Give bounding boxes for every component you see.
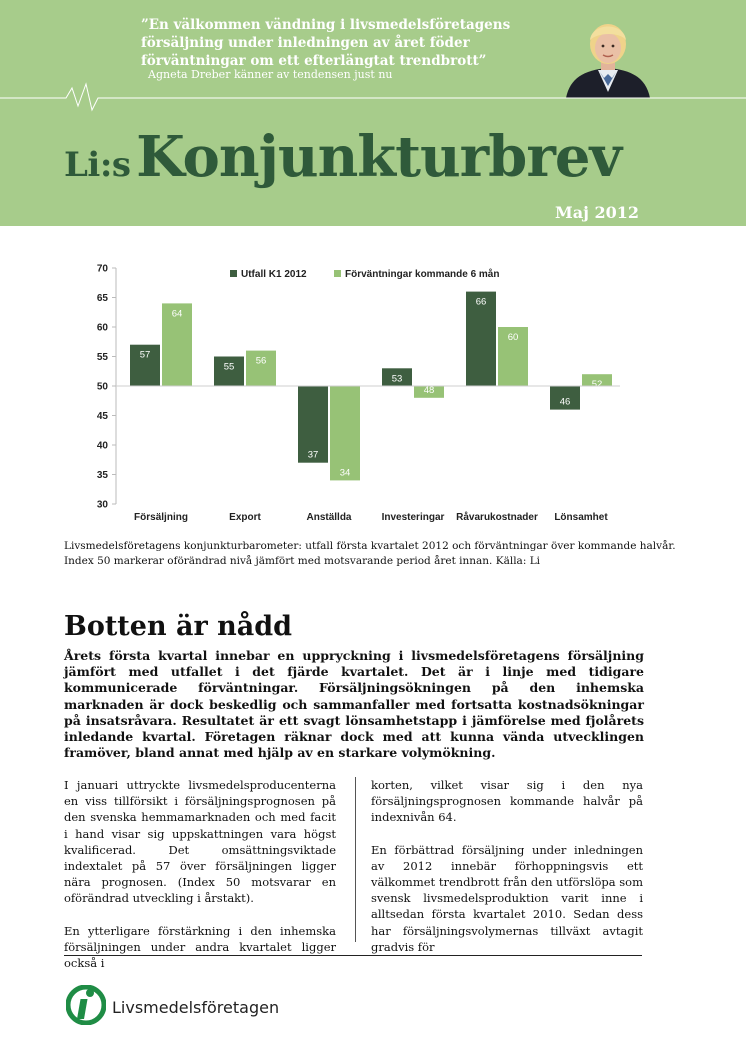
- article-column-right: [371, 777, 643, 971]
- caption-line: Index 50 markerar oförändrad nivå jämfört med motsvarande period året innan. Källa: Li: [64, 555, 541, 567]
- paragraph: korten, vilket visar sig i den nya försäljningsprognosen kommande halvår på indexnivån 64.: [371, 778, 643, 825]
- legend-swatch: [230, 270, 237, 277]
- y-tick-label: 65: [96, 293, 108, 304]
- header-band: [0, 0, 746, 226]
- brand-prefix: Li:s: [64, 145, 131, 185]
- category-label: Råvarukostnader: [456, 512, 538, 523]
- pulse-line-icon: [0, 82, 746, 112]
- quote-line: ”En välkommen vändning i livsmedelsföretagens: [141, 17, 511, 33]
- data-label: 66: [475, 296, 487, 308]
- data-label: 46: [559, 396, 571, 408]
- category-label: Lönsamhet: [554, 512, 608, 523]
- y-tick-label: 45: [96, 411, 108, 422]
- data-label: 52: [591, 379, 603, 391]
- y-tick-label: 60: [96, 322, 108, 334]
- y-tick-label: 50: [96, 381, 108, 393]
- category-label: Anställda: [306, 512, 352, 523]
- y-tick-label: 30: [96, 499, 108, 511]
- y-tick-label: 40: [96, 440, 108, 452]
- legend-entry: Förväntningar kommande 6 mån: [345, 269, 500, 280]
- li-logo-icon: [66, 985, 106, 1025]
- data-label: 60: [507, 332, 519, 343]
- article-headline: Botten är nådd: [64, 611, 292, 642]
- data-label: 55: [223, 361, 235, 373]
- data-label: 37: [307, 449, 319, 461]
- bar-chart: [80, 256, 640, 528]
- column-divider: [355, 777, 356, 942]
- category-label: Försäljning: [134, 512, 188, 523]
- legend-swatch: [334, 270, 341, 277]
- y-tick-label: 35: [96, 470, 108, 481]
- pull-quote: [141, 16, 561, 70]
- footer-logo-text: Livsmedelsföretagen: [112, 998, 280, 1017]
- bar-forecast: [330, 386, 360, 480]
- paragraph: I januari uttryckte livsmedelsproducenterna en viss tillförsikt i försäljningsprognosen på den svenska hemmamarknaden och med facit i hand visar sig uppskattningen vara högst kvalificerad. Det omsättningsviktade indextalet på 57 över försäljningen ligger nära prognosen. (Index 50 motsvarar en oförändrad utveckling i årstakt).: [64, 778, 336, 906]
- category-label: Export: [229, 512, 261, 523]
- category-label: Investeringar: [381, 512, 445, 523]
- newsletter-title: [64, 124, 621, 190]
- data-label: 34: [339, 467, 351, 479]
- data-label: 57: [139, 349, 151, 361]
- data-label: 64: [171, 308, 183, 320]
- brand-main: Konjunkturbrev: [136, 124, 622, 190]
- data-label: 48: [423, 384, 435, 396]
- data-label: 56: [255, 355, 267, 367]
- quote-author: Agneta Dreber känner av tendensen just nu: [148, 68, 393, 81]
- footer-rule: [64, 955, 642, 956]
- legend-entry: Utfall K1 2012: [241, 269, 307, 280]
- data-label: 53: [391, 373, 403, 385]
- chart-caption: [64, 539, 694, 569]
- quote-line: förväntningar om ett efterlängtat trendbrott”: [141, 53, 487, 69]
- y-tick-label: 55: [96, 352, 108, 363]
- article-lead: Årets första kvartal innebar en uppryckning i livsmedelsföretagens försäljning jämfört med utfallet i det fjärde kvartalet. Det är i linje med tidigare kommunicerade förväntningar. Försäljningsökningen på den inhemska marknaden är dock beskedlig och sammanfaller med fortsatta kostnadsökningar på insatsråvara. Resultatet är ett svagt lönsamhetstapp i jämförelse med fjolårets inledande kvartal. Företagen räknar dock med att kunna vända utvecklingen framöver, bland annat med hjälp av en starkare volymökning.: [64, 648, 644, 761]
- paragraph: En förbättrad försäljning under inledningen av 2012 innebär förhoppningsvis ett välkommet trendbrott från den utförslöpa som svensk livsmedelsproduktion varit inne i alltsedan första kvartalet 2010. Sedan dess har försäljningsvolymernas tillväxt avtagit gradvis för: [371, 842, 643, 954]
- quote-line: försäljning under inledningen av året föder: [141, 35, 470, 51]
- caption-line: Livsmedelsföretagens konjunkturbarometer: utfall första kvartalet 2012 och förväntningar över kommande halvår.: [64, 540, 676, 552]
- y-tick-label: 70: [96, 263, 108, 275]
- issue-date: Maj 2012: [555, 203, 639, 222]
- paragraph: En ytterligare förstärkning i den inhemska försäljningen under andra kvartalet ligger också i: [64, 923, 336, 971]
